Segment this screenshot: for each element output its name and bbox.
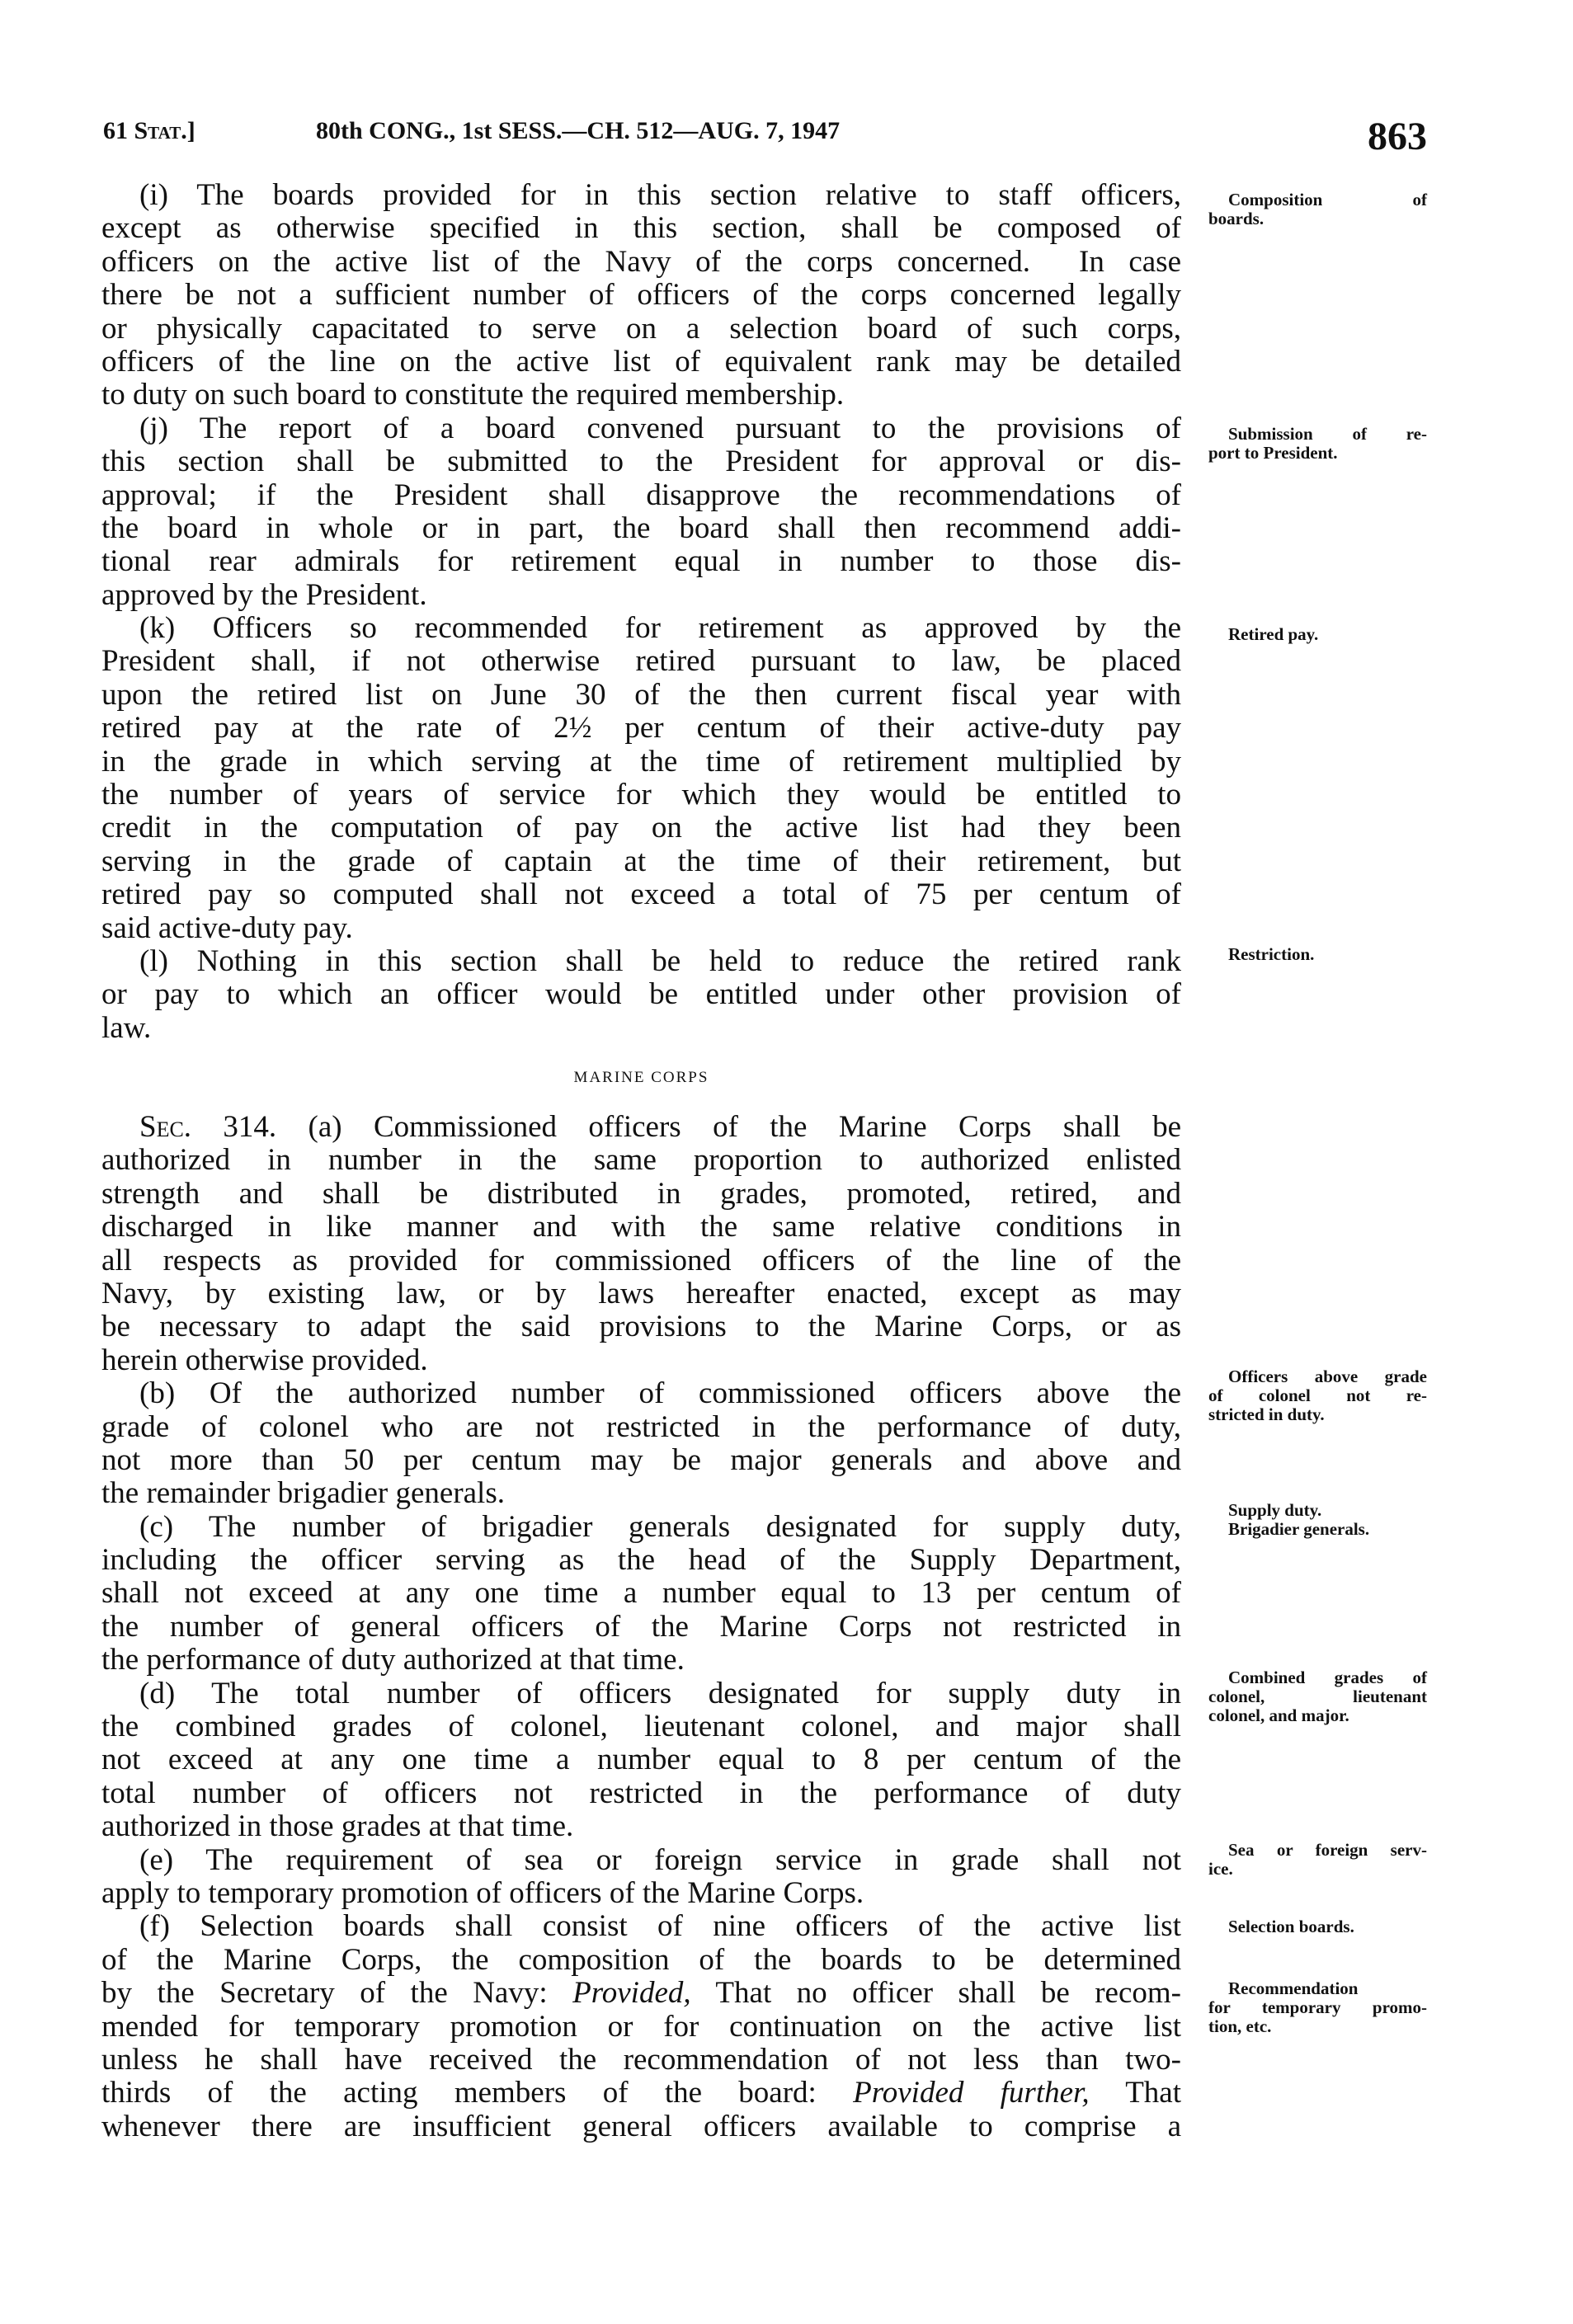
line-text: (c) The number of brigadier generals designated for supply duty, — [139, 1509, 1181, 1544]
line-text: retired pay so computed shall not exceed a total of 75 per centum of — [101, 877, 1181, 912]
running-head-volume — [103, 117, 195, 145]
margin-note-text: Selection boards. — [1228, 1917, 1354, 1936]
text-line — [101, 679, 1181, 712]
margin-note-line — [1208, 1367, 1427, 1386]
text-line — [101, 812, 1181, 844]
text-line — [101, 412, 1181, 445]
text-line — [101, 1012, 1181, 1045]
margin-note-text: port to President. — [1208, 443, 1338, 463]
margin-note — [1208, 1668, 1427, 1725]
line-text: upon the retired list on June 30 of the then current fiscal year with — [101, 677, 1181, 712]
line-text: whenever there are insufficient general officers available to comprise a — [101, 2109, 1181, 2143]
line-text: officers on the active list of the Navy of the corps concerned. In case — [101, 244, 1181, 279]
margin-note-text: Restriction. — [1228, 944, 1315, 964]
text-line — [101, 1810, 1181, 1843]
line-text: there be not a sufficient number of officers of the corps concerned legally — [101, 278, 1181, 313]
line-text: the remainder brigadier generals. — [101, 1476, 505, 1511]
text-line — [101, 1544, 1181, 1577]
margin-note-text: Composition of — [1228, 190, 1427, 209]
text-line — [101, 2011, 1181, 2044]
margin-note — [1208, 625, 1427, 644]
line-text: (b) Of the authorized number of commissioned officers above the — [139, 1376, 1181, 1411]
text-line — [101, 313, 1181, 346]
section-heading-marine-corps: MARINE CORPS — [573, 1069, 709, 1086]
line-text: discharged in like manner and with the same relative conditions in — [101, 1210, 1181, 1244]
text-line — [101, 1277, 1181, 1310]
text-line — [101, 246, 1181, 279]
line-text: the performance of duty authorized at that time. — [101, 1643, 685, 1677]
margin-note-text: of colonel not re- — [1208, 1385, 1427, 1405]
line-text: of the Marine Corps, the composition of the boards to be determined — [101, 1942, 1181, 1977]
text-line — [101, 212, 1181, 245]
margin-note-text: Supply duty. — [1228, 1500, 1322, 1520]
text-line — [101, 1743, 1181, 1776]
text-line — [101, 978, 1181, 1011]
margin-note-text: ice. — [1208, 1859, 1233, 1879]
text-line — [101, 746, 1181, 779]
text-line — [101, 612, 1181, 645]
text-line — [101, 279, 1181, 312]
text-line — [101, 1344, 1181, 1377]
margin-note-line — [1208, 1860, 1427, 1879]
text-line — [101, 2044, 1181, 2077]
margin-note — [1208, 1979, 1427, 2036]
text-line — [101, 1611, 1181, 1644]
line-text: grade of colonel who are not restricted in the performance of duty, — [101, 1409, 1181, 1444]
text-line — [101, 445, 1181, 478]
line-text: law. — [101, 1010, 152, 1045]
line-text: or physically capacitated to serve on a selection board of such corps, — [101, 311, 1181, 346]
margin-note-line — [1208, 2017, 1427, 2036]
margin-note-line — [1208, 1998, 1427, 2017]
text-line — [101, 1144, 1181, 1177]
margin-note-text: Recommendation — [1228, 1978, 1359, 1998]
line-text: (f) Selection boards shall consist of nine officers of the active list — [139, 1909, 1181, 1944]
running-head-title: 80th CONG., 1st SESS.—CH. 512—AUG. 7, 1947 — [316, 117, 841, 144]
margin-note-text: colonel, and major. — [1208, 1705, 1349, 1725]
line-text: retired pay at the rate of 2½ per centum of their active-duty pay — [101, 711, 1181, 746]
text-line — [101, 1977, 1181, 2010]
line-text: (k) Officers so recommended for retirement as approved by the — [139, 611, 1181, 646]
italic-text: Provided, — [572, 1976, 691, 2011]
text-line — [101, 878, 1181, 911]
text-line — [101, 912, 1181, 945]
text-line — [101, 945, 1181, 978]
line-text: Navy, by existing law, or by laws hereafter enacted, except as may — [101, 1276, 1181, 1310]
volume-label: 61 Stat.] — [103, 117, 195, 144]
margin-note-line — [1208, 191, 1427, 209]
page-number: 863 — [1368, 115, 1427, 158]
margin-note-text: Combined grades of — [1228, 1668, 1427, 1687]
text-line — [101, 2077, 1181, 2110]
line-text: shall not exceed at any one time a number equal to 13 per centum of — [101, 1576, 1181, 1611]
text-line — [101, 479, 1181, 512]
text-line — [101, 1577, 1181, 1610]
line-text: (j) The report of a board convened pursuant to the provisions of — [139, 411, 1181, 445]
line-text: (l) Nothing in this section shall be held to reduce the retired rank — [139, 943, 1181, 978]
line-text: the number of years of service for which they would be entitled to — [101, 778, 1181, 812]
line-text: including the officer serving as the head of the Supply Department, — [101, 1543, 1181, 1578]
line-text: be necessary to adapt the said provisions to the Marine Corps, or as — [101, 1310, 1181, 1344]
margin-note-line — [1208, 1917, 1427, 1936]
line-text: unless he shall have received the recommendation of not less than two- — [101, 2042, 1181, 2077]
text-line — [101, 1644, 1181, 1677]
text-segment: 314. (a) Commissioned officers of the Marine Corps shall be — [191, 1110, 1181, 1144]
margin-note-line — [1208, 1668, 1427, 1687]
line-text: credit in the computation of pay on the active list had they been — [101, 811, 1181, 845]
margin-note — [1208, 1841, 1427, 1879]
text-line — [101, 1211, 1181, 1244]
margin-note-text: Brigadier generals. — [1228, 1519, 1370, 1539]
margin-note-text: Submission of re- — [1228, 424, 1427, 444]
line-text — [101, 1977, 1181, 2010]
text-line — [101, 779, 1181, 812]
margin-note-line — [1208, 1386, 1427, 1405]
line-text: total number of officers not restricted in the performance of duty — [101, 1776, 1181, 1810]
line-text: mended for temporary promotion or for continuation on the active list — [101, 2009, 1181, 2044]
text-line — [101, 1944, 1181, 1977]
margin-note-line — [1208, 1405, 1427, 1424]
margin-note-text: tion, etc. — [1208, 2016, 1272, 2036]
text-line — [101, 845, 1181, 878]
margin-note — [1208, 1367, 1427, 1424]
text-line — [101, 379, 1181, 412]
text-segment: That — [1089, 2076, 1181, 2110]
text-segment: thirds of the acting members of the board: — [101, 2076, 854, 2110]
line-text: to duty on such board to constitute the required membership. — [101, 378, 845, 412]
text-line — [101, 1444, 1181, 1477]
line-text: apply to temporary promotion of officers of the Marine Corps. — [101, 1875, 864, 1910]
margin-note — [1208, 1917, 1427, 1936]
italic-text: Provided further, — [853, 2076, 1090, 2110]
line-text: approved by the President. — [101, 577, 427, 612]
line-text: in the grade in which serving at the time of retirement multiplied by — [101, 744, 1181, 779]
margin-note — [1208, 425, 1427, 463]
line-text: except as otherwise specified in this section, shall be composed of — [101, 211, 1181, 246]
margin-note — [1208, 945, 1427, 964]
line-text: this section shall be submitted to the President for approval or dis- — [101, 445, 1181, 479]
line-text: herein otherwise provided. — [101, 1343, 428, 1377]
margin-note-line — [1208, 1687, 1427, 1706]
line-text: officers of the line on the active list of equivalent rank may be detailed — [101, 344, 1181, 379]
margin-note-line — [1208, 1979, 1427, 1998]
text-line — [101, 1710, 1181, 1743]
margin-note-text: Retired pay. — [1228, 624, 1319, 644]
margin-note — [1208, 1501, 1427, 1539]
text-line — [101, 1910, 1181, 1943]
text-line — [101, 1477, 1181, 1510]
text-line — [101, 712, 1181, 745]
line-text: (i) The boards provided for in this section relative to staff officers, — [139, 178, 1181, 212]
text-segment: Sec. — [139, 1110, 192, 1144]
text-line — [101, 645, 1181, 678]
line-text: all respects as provided for commissioned officers of the line of the — [101, 1243, 1181, 1277]
line-text: said active-duty pay. — [101, 910, 353, 945]
line-text: not exceed at any one time a number equal to 8 per centum of the — [101, 1743, 1181, 1777]
text-line — [101, 1377, 1181, 1410]
line-text: not more than 50 per centum may be major generals and above and — [101, 1442, 1181, 1477]
text-line — [101, 1511, 1181, 1544]
line-text: the combined grades of colonel, lieutenant colonel, and major shall — [101, 1710, 1181, 1744]
margin-note-text: stricted in duty. — [1208, 1404, 1325, 1424]
line-text — [139, 1111, 1181, 1144]
line-text: President shall, if not otherwise retired pursuant to law, be placed — [101, 644, 1181, 679]
margin-note-line — [1208, 1501, 1427, 1520]
margin-note-line — [1208, 1706, 1427, 1725]
line-text: or pay to which an officer would be entitled under other provision of — [101, 977, 1181, 1012]
line-text: strength and shall be distributed in grades, promoted, retired, and — [101, 1176, 1181, 1211]
margin-note-text: colonel, lieutenant — [1208, 1687, 1427, 1706]
text-segment: That no officer shall be recom- — [690, 1976, 1182, 2011]
text-line — [101, 1178, 1181, 1211]
text-line — [101, 346, 1181, 379]
line-text: tional rear admirals for retirement equal in number to those dis- — [101, 544, 1181, 579]
line-text: the board in whole or in part, the board shall then recommend addi- — [101, 510, 1181, 545]
text-line — [101, 1244, 1181, 1277]
text-line — [101, 1677, 1181, 1710]
margin-note-text: boards. — [1208, 209, 1265, 228]
text-block-staff-boards — [101, 179, 1181, 1045]
margin-note-line — [1208, 945, 1427, 964]
line-text — [101, 2077, 1181, 2110]
line-text: authorized in number in the same proportion to authorized enlisted — [101, 1143, 1181, 1178]
text-line — [101, 1877, 1181, 1910]
text-line — [101, 179, 1181, 212]
margin-note — [1208, 191, 1427, 228]
text-block-marine-corps — [101, 1111, 1181, 2143]
margin-note-line — [1208, 1520, 1427, 1539]
line-text: authorized in those grades at that time. — [101, 1809, 574, 1844]
margin-note-line — [1208, 425, 1427, 444]
text-line — [101, 2110, 1181, 2143]
margin-note-text: Officers above grade — [1228, 1367, 1427, 1386]
text-line — [101, 512, 1181, 545]
text-line — [101, 1411, 1181, 1444]
line-text: the number of general officers of the Marine Corps not restricted in — [101, 1609, 1181, 1644]
text-segment: by the Secretary of the Navy: — [101, 1976, 573, 2011]
text-line — [101, 1111, 1181, 1144]
margin-note-text: for temporary promo- — [1208, 1997, 1427, 2017]
margin-note-line — [1208, 209, 1427, 228]
line-text: (d) The total number of officers designated for supply duty in — [139, 1676, 1181, 1710]
text-line — [101, 1777, 1181, 1810]
text-line — [101, 1310, 1181, 1343]
text-line — [101, 579, 1181, 612]
line-text: (e) The requirement of sea or foreign service in grade shall not — [139, 1842, 1181, 1877]
margin-note-line — [1208, 1841, 1427, 1860]
text-line — [101, 545, 1181, 578]
line-text: approval; if the President shall disapprove the recommendations of — [101, 478, 1181, 512]
margin-note-line — [1208, 625, 1427, 644]
line-text: serving in the grade of captain at the time of their retirement, but — [101, 844, 1181, 878]
margin-note-line — [1208, 444, 1427, 463]
text-line — [101, 1844, 1181, 1877]
margin-note-text: Sea or foreign serv- — [1228, 1840, 1427, 1860]
